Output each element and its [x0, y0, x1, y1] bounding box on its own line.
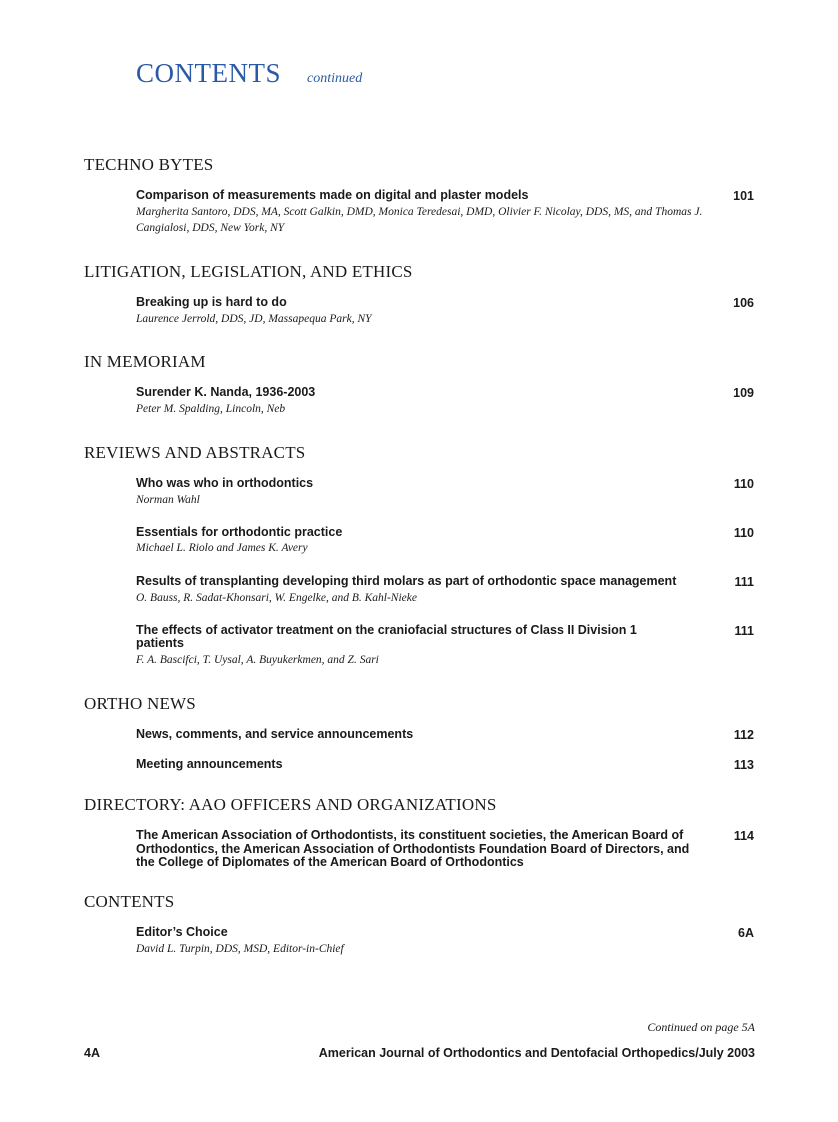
entry-authors: Margherita Santoro, DDS, MA, Scott Galkin, DMD, Monica Teredesai, DMD, Olivier F. Nicolay, DDS, MS, and Thomas J. Cangialosi, DDS, New York, NY	[136, 205, 703, 234]
section-litigation	[84, 262, 774, 327]
footer-page-number: 4A	[84, 1046, 100, 1060]
toc-entry[interactable]	[136, 728, 754, 742]
entry-title: Results of transplanting developing third molars as part of orthodontic space management	[136, 574, 677, 588]
entry-title: Who was who in orthodontics	[136, 476, 314, 490]
entry-page-number: 111	[734, 623, 754, 638]
toc-entry[interactable]	[136, 296, 754, 327]
toc-entry[interactable]	[136, 624, 754, 668]
entry-authors: David L. Turpin, DDS, MSD, Editor-in-Chief	[136, 942, 344, 955]
entry-authors: Peter M. Spalding, Lincoln, Neb	[136, 402, 286, 415]
section-ortho-news	[84, 694, 774, 771]
section-reviews-abstracts	[84, 443, 774, 668]
entry-title: Editor’s Choice	[136, 925, 228, 939]
section-title: LITIGATION, LEGISLATION, AND ETHICS	[84, 262, 413, 281]
toc-entry[interactable]	[136, 575, 754, 606]
footer-journal-title: American Journal of Orthodontics and Dentofacial Orthopedics/July 2003	[318, 1046, 755, 1060]
section-title: REVIEWS AND ABSTRACTS	[84, 443, 306, 462]
section-title: DIRECTORY: AAO OFFICERS AND ORGANIZATIONS	[84, 795, 497, 814]
toc-entry[interactable]	[136, 526, 754, 557]
section-title: CONTENTS	[84, 892, 175, 911]
entry-title: Surender K. Nanda, 1936-2003	[136, 385, 316, 399]
entry-authors: Norman Wahl	[136, 493, 200, 506]
section-techno-bytes	[84, 155, 774, 236]
entry-authors: O. Bauss, R. Sadat-Khonsari, W. Engelke, and B. Kahl-Nieke	[136, 591, 417, 604]
section-title: IN MEMORIAM	[84, 352, 206, 371]
continued-note: Continued on page 5A	[647, 1020, 755, 1034]
section-title: TECHNO BYTES	[84, 155, 214, 174]
entry-page-number: 113	[733, 757, 754, 772]
entry-page-number: 110	[733, 525, 754, 540]
page-subtitle: continued	[307, 71, 363, 86]
entry-page-number: 112	[733, 728, 754, 742]
entry-title: Breaking up is hard to do	[136, 295, 287, 309]
toc-entry[interactable]	[136, 189, 754, 236]
entry-title: News, comments, and service announcements	[136, 727, 414, 741]
section-contents	[84, 892, 774, 957]
page-title: CONTENTS	[136, 58, 281, 88]
entry-title: The effects of activator treatment on the craniofacial structures of Class II Division 1 patients	[136, 622, 637, 650]
entry-title: Essentials for orthodontic practice	[136, 524, 343, 539]
entry-page-number: 111	[734, 575, 754, 589]
entry-title: Meeting announcements	[136, 756, 283, 771]
entry-page-number: 110	[733, 477, 754, 491]
toc-entry[interactable]	[136, 758, 754, 772]
entry-authors: Michael L. Riolo and James K. Avery	[136, 542, 308, 554]
entry-page-number: 101	[733, 189, 754, 203]
page-header	[136, 58, 362, 89]
entry-page-number: 6A	[738, 926, 754, 940]
section-title: ORTHO NEWS	[84, 694, 196, 713]
toc-entry[interactable]	[136, 477, 754, 508]
section-directory	[84, 795, 774, 870]
section-in-memoriam	[84, 352, 774, 417]
entry-authors: F. A. Bascifci, T. Uysal, A. Buyukerkmen, and Z. Sari	[136, 653, 379, 666]
entry-authors: Laurence Jerrold, DDS, JD, Massapequa Park, NY	[136, 312, 372, 325]
toc-entry[interactable]	[136, 926, 754, 957]
entry-title: The American Association of Orthodontists, its constituent societies, the American Board of Orthodontics, the American Association of Orthodontists Foundation Board of Directors, and the College of Diplomates of the American Board of Orthodontics	[136, 828, 690, 869]
entry-title: Comparison of measurements made on digital and plaster models	[136, 188, 529, 202]
entry-page-number: 106	[733, 296, 754, 310]
entry-page-number: 109	[733, 386, 754, 400]
entry-page-number: 114	[733, 829, 754, 843]
toc-entry[interactable]	[136, 386, 754, 417]
toc-entry[interactable]	[136, 829, 754, 870]
